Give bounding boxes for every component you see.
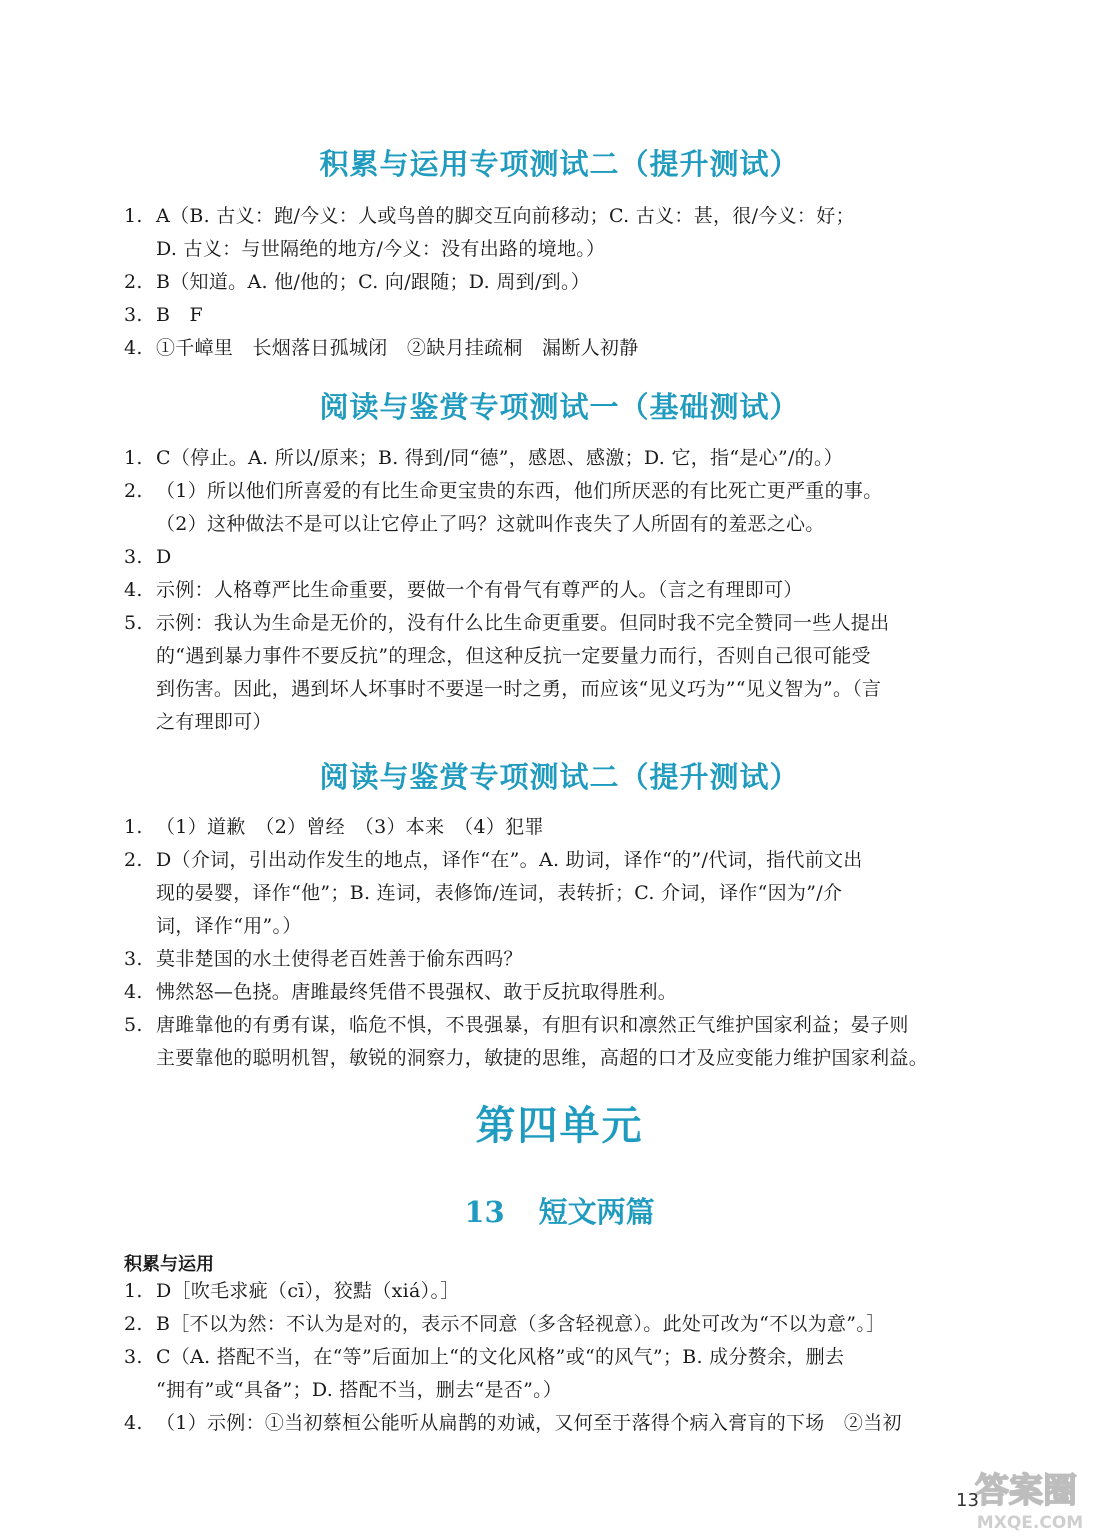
list-item: [124, 332, 994, 365]
item-number: 1.: [124, 816, 143, 838]
item-line: A（B. 古义：跑/今义：人或鸟兽的脚交互向前移动；C. 古义：甚，很/今义：好；: [156, 205, 855, 227]
watermark-url: MXQE.COM: [976, 1513, 1084, 1532]
list-item: [124, 541, 994, 574]
item-number: 1.: [124, 205, 143, 227]
list-item: [124, 1308, 994, 1341]
item-line: D［吹毛求疵（cī），狡黠（xiá）。］: [156, 1280, 460, 1302]
item-number: 5.: [124, 612, 143, 634]
section-3-list: [124, 811, 994, 1075]
item-number: 3.: [124, 1346, 143, 1368]
list-item: [124, 299, 994, 332]
page-number: 13: [956, 1490, 979, 1511]
section-2-list: [124, 442, 994, 739]
item-line: （1）道歉 （2）曾经 （3）本来 （4）犯罪: [156, 816, 544, 838]
item-number: 2.: [124, 480, 143, 502]
list-item: [124, 442, 994, 475]
item-number: 1.: [124, 1280, 143, 1302]
watermark-text: 答案圈: [975, 1471, 1077, 1511]
list-item: [124, 976, 994, 1009]
item-line: B F: [156, 304, 204, 326]
item-line: （1）所以他们所喜爱的有比生命更宝贵的东西，他们所厌恶的有比死亡更严重的事。: [156, 480, 883, 502]
list-item: [124, 607, 994, 739]
item-number: 3.: [124, 546, 143, 568]
list-item: [124, 1341, 994, 1407]
item-line: D（介词，引出动作发生的地点，译作“在”。A. 助词，译作“的”/代词，指代前文出: [156, 849, 863, 871]
item-line: 词，译作“用”。）: [156, 915, 302, 937]
section-title-3: 阅读与鉴赏专项测试二（提升测试）: [319, 760, 800, 794]
list-item: [124, 574, 994, 607]
item-line: 示例：我认为生命是无价的，没有什么比生命更重要。但同时我不完全赞同一些人提出: [156, 612, 890, 634]
lesson-list: [124, 1275, 994, 1440]
item-line: 的“遇到暴力事件不要反抗”的理念，但这种反抗一定要量力而行，否则自己很可能受: [156, 645, 871, 667]
section-title-1: 积累与运用专项测试二（提升测试）: [319, 147, 800, 181]
item-line: B（知道。A. 他/他的；C. 向/跟随；D. 周到/到。）: [156, 271, 591, 293]
item-line: 示例：人格尊严比生命重要，要做一个有骨气有尊严的人。（言之有理即可）: [156, 579, 803, 601]
lesson-name: 短文两篇: [538, 1195, 655, 1229]
item-line: 唐雎靠他的有勇有谋，临危不惧，不畏强暴，有胆有识和凛然正气维护国家利益；晏子则: [156, 1014, 909, 1036]
list-item: [124, 475, 994, 541]
unit-title: 第四单元: [475, 1102, 644, 1149]
subsection-heading: 积累与运用: [124, 1254, 214, 1275]
item-number: 3.: [124, 304, 143, 326]
item-line: 之有理即可）: [156, 711, 272, 733]
item-line: （2）这种做法不是可以让它停止了吗？这就叫作丧失了人所固有的羞恶之心。: [156, 513, 825, 535]
item-number: 4.: [124, 1412, 143, 1434]
item-number: 1.: [124, 447, 143, 469]
list-item: [124, 266, 994, 299]
item-number: 2.: [124, 1313, 143, 1335]
list-item: [124, 811, 994, 844]
item-line: D: [156, 546, 172, 568]
item-line: 现的晏婴，译作“他”；B. 连词，表修饰/连词，表转折；C. 介词，译作“因为”/介: [156, 882, 843, 904]
list-item: [124, 844, 994, 943]
item-line: 莫非楚国的水土使得老百姓善于偷东西吗？: [156, 948, 523, 970]
item-number: 5.: [124, 1014, 143, 1036]
item-line: B［不以为然：不认为是对的，表示不同意（多含轻视意）。此处可改为“不以为意”。］: [156, 1313, 886, 1335]
item-number: 2.: [124, 271, 143, 293]
item-number: 2.: [124, 849, 143, 871]
list-item: [124, 943, 994, 976]
item-line: 怫然怒—色挠。唐雎最终凭借不畏强权、敢于反抗取得胜利。: [156, 981, 678, 1003]
section-1-list: [124, 200, 994, 365]
list-item: [124, 200, 994, 266]
item-line: C（A. 搭配不当，在“等”后面加上“的文化风格”或“的风气”；B. 成分赘余，删去: [156, 1346, 845, 1368]
list-item: [124, 1009, 994, 1075]
lesson-number: 13: [464, 1195, 505, 1229]
item-line: ①千嶂里 长烟落日孤城闭 ②缺月挂疏桐 漏断人初静: [156, 337, 639, 359]
item-number: 3.: [124, 948, 143, 970]
item-line: C（停止。A. 所以/原来；B. 得到/同“德”，感恩、感激；D. 它，指“是心”/的。）: [156, 447, 844, 469]
item-line: 到伤害。因此，遇到坏人坏事时不要逞一时之勇，而应该“见义巧为”“见义智为”。（言: [156, 678, 882, 700]
item-line: D. 古义：与世隔绝的地方/今义：没有出路的境地。）: [156, 238, 606, 260]
item-number: 4.: [124, 981, 143, 1003]
item-number: 4.: [124, 337, 143, 359]
list-item: [124, 1407, 994, 1440]
section-title-2: 阅读与鉴赏专项测试一（基础测试）: [319, 390, 800, 424]
item-number: 4.: [124, 579, 143, 601]
item-line: 主要靠他的聪明机智，敏锐的洞察力，敏捷的思维，高超的口才及应变能力维护国家利益。: [156, 1047, 929, 1069]
item-line: （1）示例：①当初蔡桓公能听从扁鹊的劝诫，又何至于落得个病入膏肓的下场 ②当初: [156, 1412, 902, 1434]
list-item: [124, 1275, 994, 1308]
item-line: “拥有”或“具备”；D. 搭配不当，删去“是否”。）: [156, 1379, 563, 1401]
lesson-title: [0, 1190, 1119, 1231]
